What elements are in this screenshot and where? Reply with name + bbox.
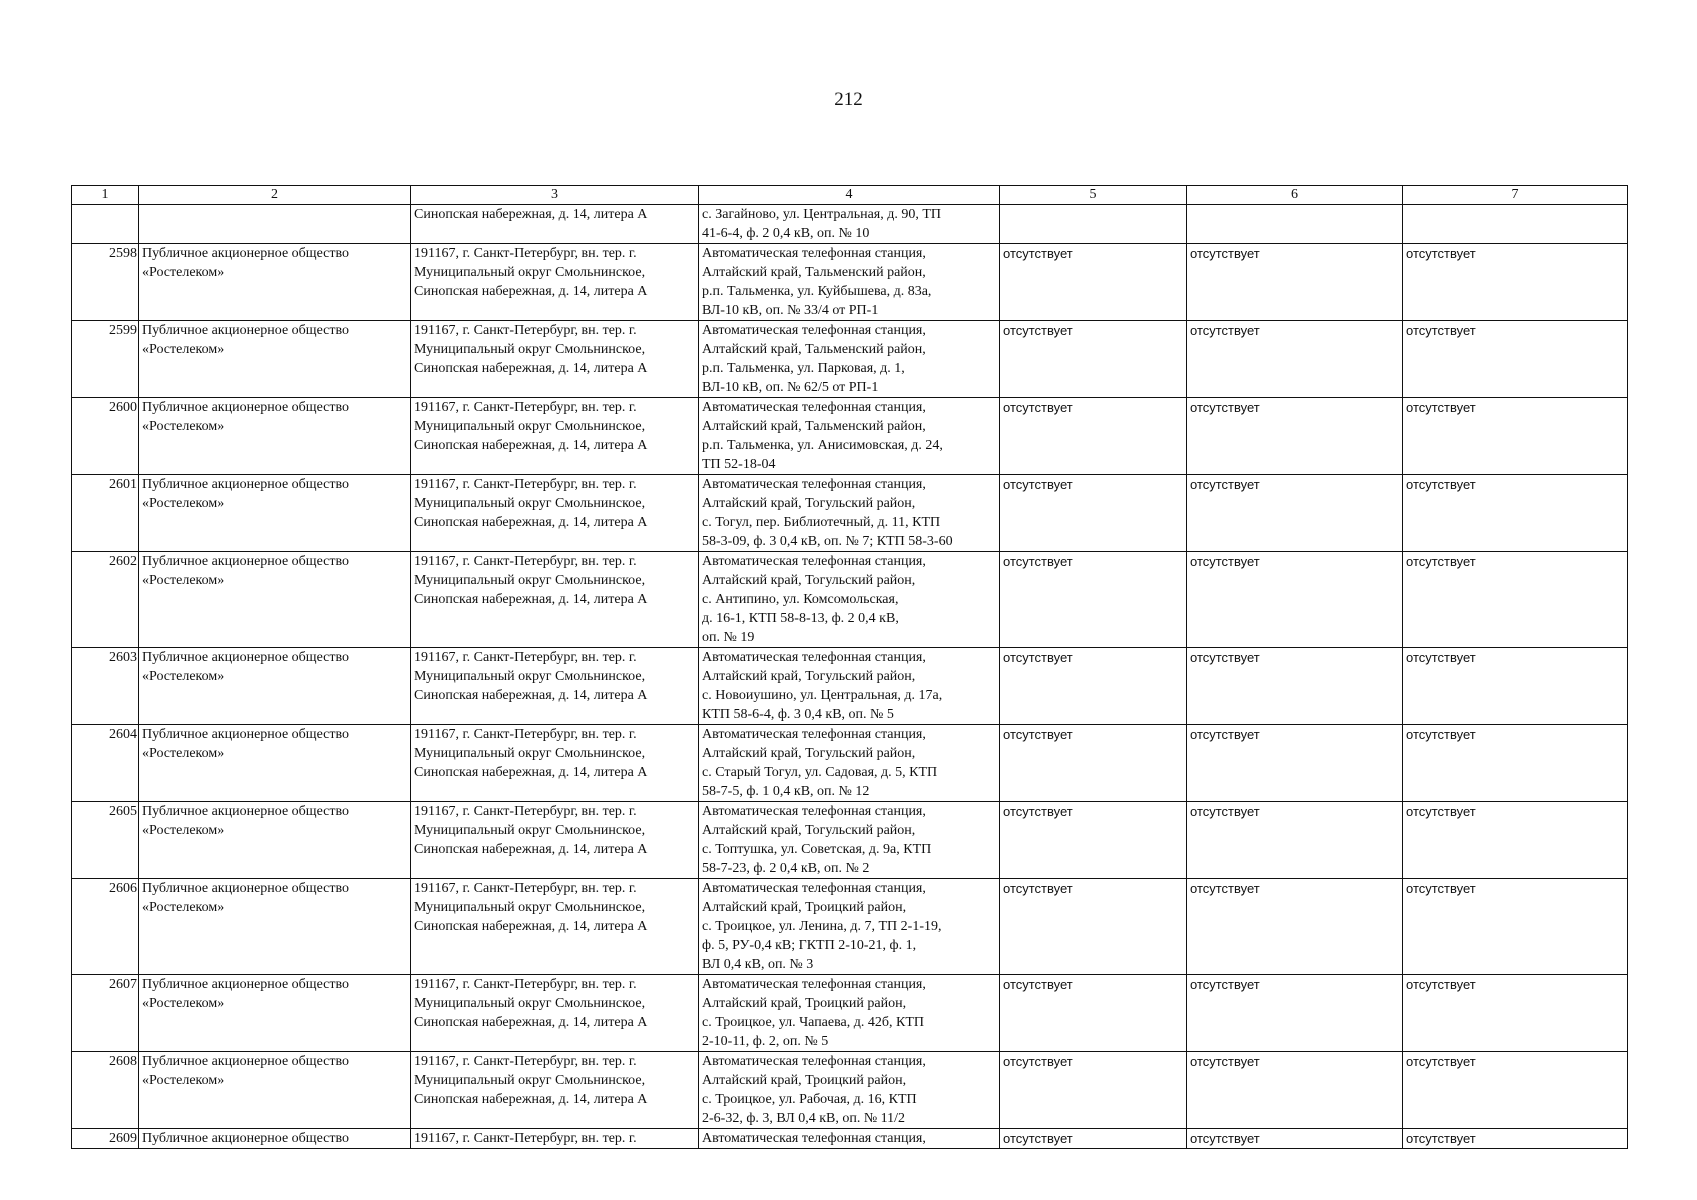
row-col7: отсутствует [1403, 552, 1628, 648]
row-col6: отсутствует [1187, 552, 1403, 648]
row-col5: отсутствует [1000, 398, 1187, 475]
table-row [72, 975, 1628, 1052]
row-col7: отсутствует [1403, 321, 1628, 398]
table-row [72, 475, 1628, 552]
row-col5: отсутствует [1000, 321, 1187, 398]
row-number: 2609 [72, 1129, 139, 1149]
table-row [72, 725, 1628, 802]
row-col5: отсутствует [1000, 475, 1187, 552]
registry-table [71, 185, 1628, 1149]
row-col6: отсутствует [1187, 321, 1403, 398]
row-number: 2600 [72, 398, 139, 475]
row-col6: отсутствует [1187, 475, 1403, 552]
row-object: Автоматическая телефонная станция, Алтайский край, Тогульский район, с. Старый Тогул, ул. Садовая, д. 5, КТП 58-7-5, ф. 1 0,4 кВ, оп. № 12 [699, 725, 1000, 802]
table-row [72, 1052, 1628, 1129]
page-number: 212 [834, 89, 863, 110]
column-header-5: 5 [1000, 186, 1187, 205]
row-col5: отсутствует [1000, 648, 1187, 725]
row-col6: отсутствует [1187, 975, 1403, 1052]
row-object: Автоматическая телефонная станция, Алтайский край, Тогульский район, с. Тогул, пер. Библиотечный, д. 11, КТП 58-3-09, ф. 3 0,4 кВ, оп. № 7; КТП 58-3-60 [699, 475, 1000, 552]
row-object: Автоматическая телефонная станция, Алтайский край, Тальменский район, р.п. Тальменка, ул. Парковая, д. 1, ВЛ-10 кВ, оп. № 62/5 от РП-1 [699, 321, 1000, 398]
row-col6: отсутствует [1187, 802, 1403, 879]
row-address: 191167, г. Санкт-Петербург, вн. тер. г. [411, 1129, 699, 1149]
row-object: Автоматическая телефонная станция, Алтайский край, Троицкий район, с. Троицкое, ул. Ленина, д. 7, ТП 2-1-19, ф. 5, РУ-0,4 кВ; ГКТП 2-10-21, ф. 1, ВЛ 0,4 кВ, оп. № 3 [699, 879, 1000, 975]
row-col7: отсутствует [1403, 244, 1628, 321]
continuation-col7 [1403, 205, 1628, 244]
row-col5: отсутствует [1000, 725, 1187, 802]
column-header-2: 2 [139, 186, 411, 205]
row-object: Автоматическая телефонная станция, Алтайский край, Троицкий район, с. Троицкое, ул. Чапаева, д. 42б, КТП 2-10-11, ф. 2, оп. № 5 [699, 975, 1000, 1052]
row-address: 191167, г. Санкт-Петербург, вн. тер. г. Муниципальный округ Смольнинское, Синопская набережная, д. 14, литера А [411, 879, 699, 975]
row-col7: отсутствует [1403, 802, 1628, 879]
row-owner: Публичное акционерное общество «Ростелеком» [139, 725, 411, 802]
row-col5: отсутствует [1000, 975, 1187, 1052]
row-object: Автоматическая телефонная станция, [699, 1129, 1000, 1149]
row-address: 191167, г. Санкт-Петербург, вн. тер. г. Муниципальный округ Смольнинское, Синопская набережная, д. 14, литера А [411, 648, 699, 725]
continuation-col6 [1187, 205, 1403, 244]
row-number: 2608 [72, 1052, 139, 1129]
continuation-num [72, 205, 139, 244]
row-address: 191167, г. Санкт-Петербург, вн. тер. г. Муниципальный округ Смольнинское, Синопская набережная, д. 14, литера А [411, 975, 699, 1052]
continuation-address: Синопская набережная, д. 14, литера А [411, 205, 699, 244]
row-owner: Публичное акционерное общество «Ростелеком» [139, 398, 411, 475]
column-header-4: 4 [699, 186, 1000, 205]
table-row [72, 244, 1628, 321]
row-object: Автоматическая телефонная станция, Алтайский край, Тальменский район, р.п. Тальменка, ул. Куйбышева, д. 83а, ВЛ-10 кВ, оп. № 33/4 от РП-1 [699, 244, 1000, 321]
row-col7: отсутствует [1403, 879, 1628, 975]
table-row [72, 802, 1628, 879]
row-col5: отсутствует [1000, 802, 1187, 879]
table-row [72, 552, 1628, 648]
row-owner: Публичное акционерное общество «Ростелеком» [139, 802, 411, 879]
row-address: 191167, г. Санкт-Петербург, вн. тер. г. Муниципальный округ Смольнинское, Синопская набережная, д. 14, литера А [411, 398, 699, 475]
row-owner: Публичное акционерное общество «Ростелеком» [139, 975, 411, 1052]
row-number: 2604 [72, 725, 139, 802]
row-number: 2599 [72, 321, 139, 398]
continuation-col5 [1000, 205, 1187, 244]
row-owner: Публичное акционерное общество [139, 1129, 411, 1149]
row-col6: отсутствует [1187, 648, 1403, 725]
row-col5: отсутствует [1000, 1129, 1187, 1149]
row-owner: Публичное акционерное общество «Ростелеком» [139, 475, 411, 552]
row-col6: отсутствует [1187, 398, 1403, 475]
row-object: Автоматическая телефонная станция, Алтайский край, Тогульский район, с. Новоиушино, ул. Центральная, д. 17а, КТП 58-6-4, ф. 3 0,4 кВ, оп. № 5 [699, 648, 1000, 725]
row-owner: Публичное акционерное общество «Ростелеком» [139, 552, 411, 648]
row-col7: отсутствует [1403, 725, 1628, 802]
row-col5: отсутствует [1000, 1052, 1187, 1129]
row-owner: Публичное акционерное общество «Ростелеком» [139, 244, 411, 321]
column-header-7: 7 [1403, 186, 1628, 205]
row-address: 191167, г. Санкт-Петербург, вн. тер. г. Муниципальный округ Смольнинское, Синопская набережная, д. 14, литера А [411, 725, 699, 802]
row-object: Автоматическая телефонная станция, Алтайский край, Тальменский район, р.п. Тальменка, ул. Анисимовская, д. 24, ТП 52-18-04 [699, 398, 1000, 475]
row-object: Автоматическая телефонная станция, Алтайский край, Тогульский район, с. Топтушка, ул. Советская, д. 9а, КТП 58-7-23, ф. 2 0,4 кВ, оп. № 2 [699, 802, 1000, 879]
table-row [72, 1129, 1628, 1149]
row-number: 2602 [72, 552, 139, 648]
row-col6: отсутствует [1187, 879, 1403, 975]
row-col5: отсутствует [1000, 552, 1187, 648]
column-number-row [72, 186, 1628, 205]
row-owner: Публичное акционерное общество «Ростелеком» [139, 879, 411, 975]
row-address: 191167, г. Санкт-Петербург, вн. тер. г. Муниципальный округ Смольнинское, Синопская набережная, д. 14, литера А [411, 321, 699, 398]
table-row [72, 398, 1628, 475]
row-col5: отсутствует [1000, 244, 1187, 321]
row-col7: отсутствует [1403, 398, 1628, 475]
row-number: 2598 [72, 244, 139, 321]
continuation-owner [139, 205, 411, 244]
row-address: 191167, г. Санкт-Петербург, вн. тер. г. Муниципальный округ Смольнинское, Синопская набережная, д. 14, литера А [411, 244, 699, 321]
row-col7: отсутствует [1403, 975, 1628, 1052]
row-number: 2607 [72, 975, 139, 1052]
row-address: 191167, г. Санкт-Петербург, вн. тер. г. Муниципальный округ Смольнинское, Синопская набережная, д. 14, литера А [411, 475, 699, 552]
continuation-row [72, 205, 1628, 244]
row-col6: отсутствует [1187, 1052, 1403, 1129]
column-header-6: 6 [1187, 186, 1403, 205]
row-owner: Публичное акционерное общество «Ростелеком» [139, 321, 411, 398]
row-col6: отсутствует [1187, 244, 1403, 321]
row-number: 2601 [72, 475, 139, 552]
row-address: 191167, г. Санкт-Петербург, вн. тер. г. Муниципальный округ Смольнинское, Синопская набережная, д. 14, литера А [411, 1052, 699, 1129]
row-owner: Публичное акционерное общество «Ростелеком» [139, 648, 411, 725]
row-address: 191167, г. Санкт-Петербург, вн. тер. г. Муниципальный округ Смольнинское, Синопская набережная, д. 14, литера А [411, 802, 699, 879]
row-number: 2606 [72, 879, 139, 975]
row-col5: отсутствует [1000, 879, 1187, 975]
row-col7: отсутствует [1403, 1052, 1628, 1129]
row-number: 2605 [72, 802, 139, 879]
row-col6: отсутствует [1187, 1129, 1403, 1149]
row-col7: отсутствует [1403, 475, 1628, 552]
column-header-1: 1 [72, 186, 139, 205]
table-row [72, 648, 1628, 725]
table-row [72, 879, 1628, 975]
row-object: Автоматическая телефонная станция, Алтайский край, Троицкий район, с. Троицкое, ул. Рабочая, д. 16, КТП 2-6-32, ф. 3, ВЛ 0,4 кВ, оп. № 11/2 [699, 1052, 1000, 1129]
row-owner: Публичное акционерное общество «Ростелеком» [139, 1052, 411, 1129]
row-address: 191167, г. Санкт-Петербург, вн. тер. г. Муниципальный округ Смольнинское, Синопская набережная, д. 14, литера А [411, 552, 699, 648]
table-row [72, 321, 1628, 398]
row-object: Автоматическая телефонная станция, Алтайский край, Тогульский район, с. Антипино, ул. Комсомольская, д. 16-1, КТП 58-8-13, ф. 2 0,4 кВ, оп. № 19 [699, 552, 1000, 648]
row-col7: отсутствует [1403, 648, 1628, 725]
column-header-3: 3 [411, 186, 699, 205]
row-number: 2603 [72, 648, 139, 725]
row-col6: отсутствует [1187, 725, 1403, 802]
row-col7: отсутствует [1403, 1129, 1628, 1149]
continuation-object: с. Загайново, ул. Центральная, д. 90, ТП 41-6-4, ф. 2 0,4 кВ, оп. № 10 [699, 205, 1000, 244]
